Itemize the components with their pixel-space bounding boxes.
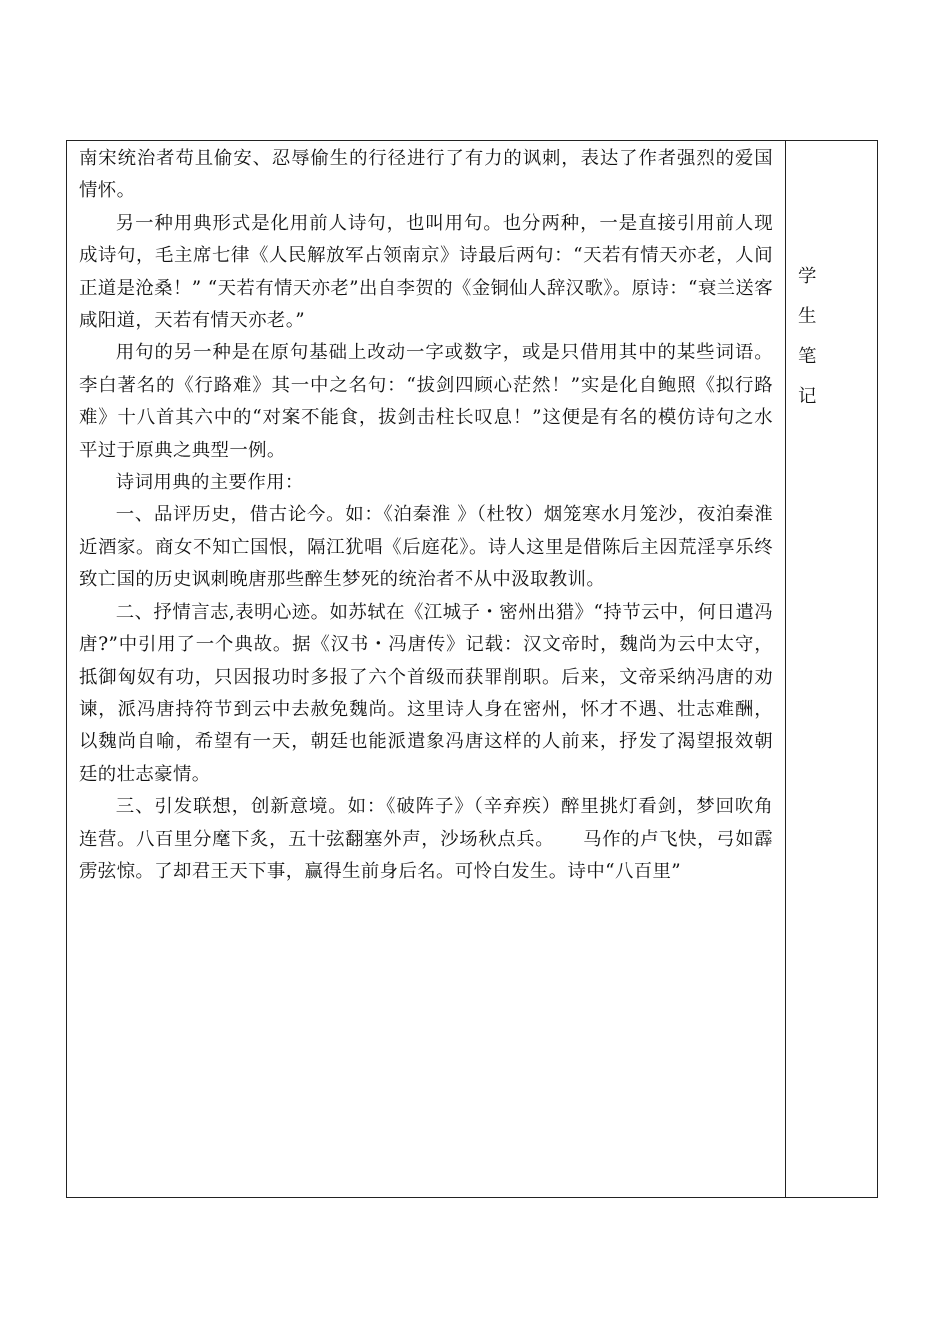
student-notes-label-line1: 学生 <box>798 266 829 327</box>
main-text <box>79 141 773 888</box>
paragraph: 另一种用典形式是化用前人诗句，也叫用句。也分两种，一是直接引用前人现成诗句，毛主席七律《人民解放军占领南京》诗最后两句：“天若有情天亦老，人间正道是沧桑！” “天若有情天亦老”出自李贺的《金铜仙人辞汉歌》。原诗：“衰兰送客咸阳道，天若有情天亦老。” <box>79 212 773 332</box>
lesson-table <box>66 140 878 1198</box>
paragraph: 二、抒情言志,表明心迹。如苏轼在《江城子・密州出猎》“持节云中，何日遣冯唐?”中引用了一个典故。据《汉书・冯唐传》记载：汉文帝时，魏尚为云中太守，抵御匈奴有功，只因报功时多报了六个首级而获罪削职。后来，文帝采纳冯唐的劝谏，派冯唐持符节到云中去赦免魏尚。这里诗人身在密州，怀才不遇、壮志难酬，以魏尚自喻，希望有一天，朝廷也能派遣象冯唐这样的人前来，抒发了渴望报效朝廷的壮志豪情。 <box>79 601 773 785</box>
paragraph: 用句的另一种是在原句基础上改动一字或数字，或是只借用其中的某些词语。李白著名的《行路难》其一中之名句：“拔剑四顾心茫然！”实是化自鲍照《拟行路难》十八首其六中的“对案不能食，拔剑击柱长叹息！”这便是有名的模仿诗句之水平过于原典之典型一例。 <box>79 342 773 461</box>
main-content-cell <box>67 141 786 1197</box>
student-notes-cell <box>786 141 877 1197</box>
paragraph: 诗词用典的主要作用： <box>115 472 304 494</box>
student-notes-label-line2: 笔记 <box>798 346 829 407</box>
paragraph: 一、品评历史，借古论今。如：《泊秦淮 》（杜牧）烟笼寒水月笼沙，夜泊秦淮近酒家。商女不知亡国恨，隔江犹唱《后庭花》。诗人这里是借陈后主因荒淫享乐终致亡国的历史讽刺晚唐那些醉生梦死的统治者不从中汲取教训。 <box>79 504 773 591</box>
paragraph: 南宋统治者苟且偷安、忍辱偷生的行径进行了有力的讽刺，表达了作者强烈的爱国情怀。 <box>79 148 773 202</box>
student-notes-label <box>798 257 858 417</box>
paragraph: 三、引发联想，创新意境。如：《破阵子》（辛弃疾）醉里挑灯看剑，梦回吹角连营。八百里分麾下炙，五十弦翻塞外声，沙场秋点兵。 马作的卢飞快，弓如霹雳弦惊。了却君王天下事，赢得生前身后名。可怜白发生。诗中“八百里” <box>79 796 773 882</box>
